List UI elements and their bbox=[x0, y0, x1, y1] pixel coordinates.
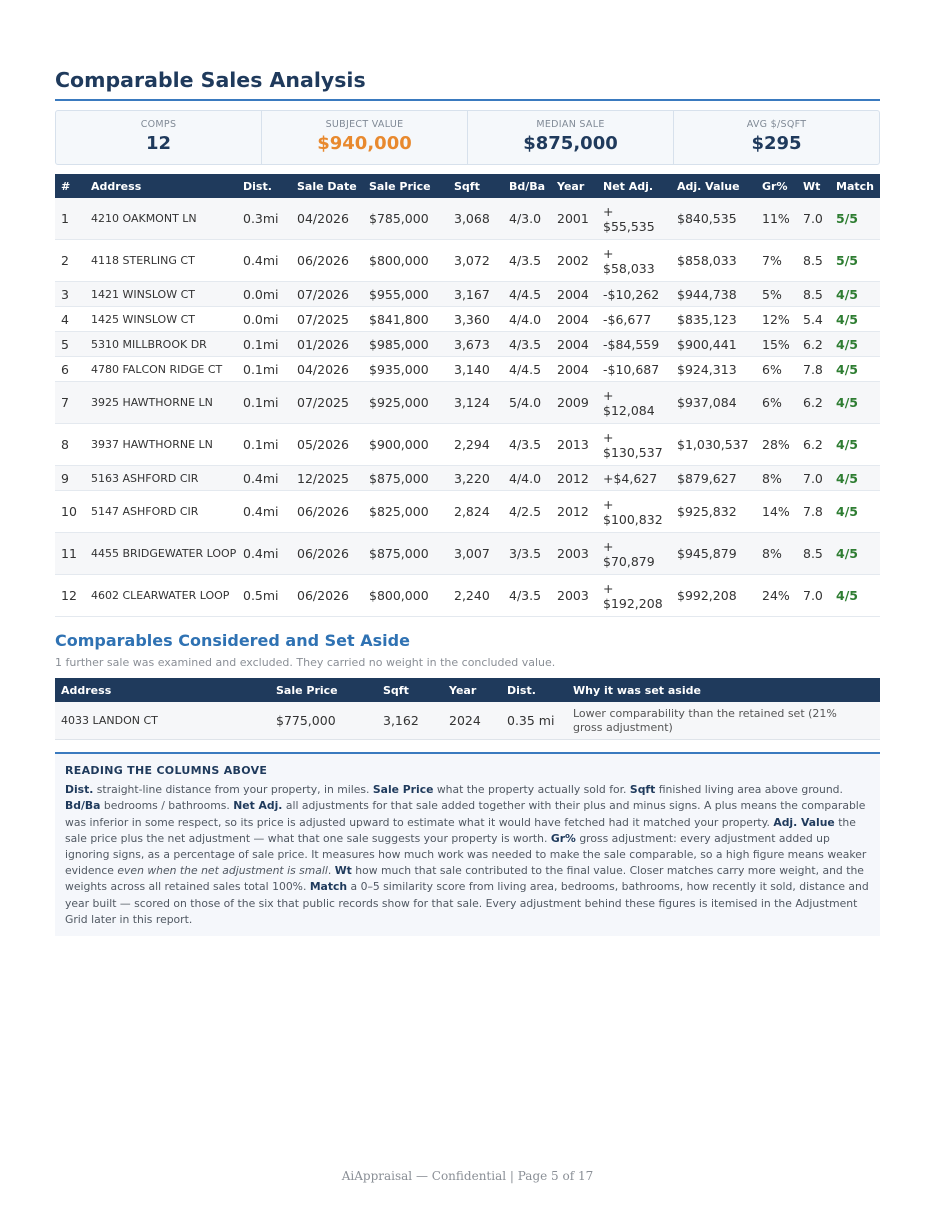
col-header-sqft: Sqft bbox=[377, 678, 443, 702]
cell-gross-pct: 15% bbox=[756, 332, 797, 357]
cell-net-adj bbox=[597, 332, 671, 357]
cell-number: 6 bbox=[55, 357, 85, 382]
cell-adj-value: $858,033 bbox=[671, 240, 756, 282]
cell-address: 4033 LANDON CT bbox=[55, 702, 270, 740]
col-header-sale-price: Sale Price bbox=[270, 678, 377, 702]
cell-dist: 0.1mi bbox=[237, 382, 291, 424]
cell-weight: 8.5 bbox=[797, 533, 830, 575]
cell-net-adj bbox=[597, 198, 671, 240]
cell-year: 2001 bbox=[551, 198, 597, 240]
cell-match: 4/5 bbox=[830, 466, 880, 491]
cell-sqft: 2,294 bbox=[448, 424, 503, 466]
stat-label: MEDIAN SALE bbox=[536, 119, 605, 130]
legend-description: gross adjustment: every adjustment added up ignoring signs, as a percentage of sale price. It measures how much work was needed to make the sale comparable, so a high figure means weaker evidence bbox=[65, 831, 867, 878]
cell-gross-pct: 24% bbox=[756, 575, 797, 617]
col-header-number: # bbox=[55, 174, 85, 198]
stat-subject-value bbox=[262, 111, 468, 164]
cell-gross-pct: 12% bbox=[756, 307, 797, 332]
cell-bdba: 4/2.5 bbox=[503, 491, 551, 533]
col-header-gross-pct: Gr% bbox=[756, 174, 797, 198]
cell-sale-date: 12/2025 bbox=[291, 466, 363, 491]
legend-description: straight-line distance from your property, in miles. bbox=[93, 783, 373, 797]
cell-sale-price: $875,000 bbox=[363, 466, 448, 491]
table-row bbox=[55, 424, 880, 466]
cell-sqft: 3,167 bbox=[448, 282, 503, 307]
cell-match: 4/5 bbox=[830, 491, 880, 533]
cell-sale-price: $825,000 bbox=[363, 491, 448, 533]
cell-number: 9 bbox=[55, 466, 85, 491]
cell-number: 2 bbox=[55, 240, 85, 282]
cell-match: 4/5 bbox=[830, 533, 880, 575]
stat-median-sale bbox=[468, 111, 674, 164]
cell-sale-price: $800,000 bbox=[363, 575, 448, 617]
cell-weight: 8.5 bbox=[797, 282, 830, 307]
cell-net-adj bbox=[597, 575, 671, 617]
stat-label: AVG $/SQFT bbox=[746, 119, 807, 130]
legend-description: all adjustments for that sale added together with their plus and minus signs. A plus means the comparable was inferior in some respect, so its price is adjusted upward to estimate what it would have fetched had it matched your property. bbox=[65, 799, 866, 829]
cell-net-adj bbox=[597, 424, 671, 466]
cell-sale-date: 07/2025 bbox=[291, 307, 363, 332]
table-row bbox=[55, 533, 880, 575]
page-title: Comparable Sales Analysis bbox=[55, 66, 880, 101]
cell-bdba: 4/3.5 bbox=[503, 332, 551, 357]
col-header-reason: Why it was set aside bbox=[567, 678, 880, 702]
net-adj-sign: + bbox=[603, 203, 614, 219]
cell-weight: 8.5 bbox=[797, 240, 830, 282]
cell-number: 3 bbox=[55, 282, 85, 307]
set-aside-title: Comparables Considered and Set Aside bbox=[55, 631, 410, 650]
net-adj-sign: + bbox=[603, 429, 614, 445]
col-header-net-adj: Net Adj. bbox=[597, 174, 671, 198]
cell-gross-pct: 14% bbox=[756, 491, 797, 533]
set-aside-header-row bbox=[55, 678, 880, 702]
cell-number: 12 bbox=[55, 575, 85, 617]
cell-gross-pct: 8% bbox=[756, 466, 797, 491]
cell-match: 4/5 bbox=[830, 307, 880, 332]
table-row bbox=[55, 466, 880, 491]
cell-sale-price: $955,000 bbox=[363, 282, 448, 307]
cell-adj-value: $879,627 bbox=[671, 466, 756, 491]
cell-sale-date: 07/2026 bbox=[291, 282, 363, 307]
cell-adj-value: $945,879 bbox=[671, 533, 756, 575]
cell-match: 5/5 bbox=[830, 198, 880, 240]
cell-address: 4455 BRIDGEWATER LOOP bbox=[85, 533, 237, 575]
legend-description: bedrooms / bathrooms. bbox=[100, 799, 234, 813]
cell-sale-price: $985,000 bbox=[363, 332, 448, 357]
net-adj-amount: $12,084 bbox=[603, 402, 655, 418]
col-header-dist: Dist. bbox=[237, 174, 291, 198]
cell-year: 2024 bbox=[443, 702, 501, 740]
cell-adj-value: $944,738 bbox=[671, 282, 756, 307]
cell-match: 5/5 bbox=[830, 240, 880, 282]
legend-term: Sale Price bbox=[372, 783, 434, 797]
table-row bbox=[55, 307, 880, 332]
stat-value: $940,000 bbox=[317, 133, 412, 154]
legend-description: the sale price plus the net adjustment — what that one sale suggests your property is worth. bbox=[65, 815, 856, 845]
set-aside-table bbox=[55, 678, 880, 740]
cell-net-adj bbox=[597, 491, 671, 533]
comps-table bbox=[55, 174, 880, 617]
cell-address: 5310 MILLBROOK DR bbox=[85, 332, 237, 357]
cell-address: 4118 STERLING CT bbox=[85, 240, 237, 282]
cell-number: 1 bbox=[55, 198, 85, 240]
cell-year: 2004 bbox=[551, 282, 597, 307]
cell-net-adj bbox=[597, 307, 671, 332]
cell-address: 1425 WINSLOW CT bbox=[85, 307, 237, 332]
legend-description: a 0–5 similarity score from living area, bedrooms, bathrooms, how recently it sold, distance and year built — scored on those of the six that public records show for that sale. Every adjustment behind these figures is itemised in the Adjustment Grid later in this report. bbox=[65, 880, 869, 926]
comps-header-row bbox=[55, 174, 880, 198]
cell-reason: Lower comparability than the retained set (21% gross adjustment) bbox=[567, 702, 880, 740]
cell-adj-value: $924,313 bbox=[671, 357, 756, 382]
cell-address: 4602 CLEARWATER LOOP bbox=[85, 575, 237, 617]
cell-number: 7 bbox=[55, 382, 85, 424]
stat-avg-per-sqft bbox=[674, 111, 879, 164]
table-row bbox=[55, 575, 880, 617]
legend-description: what the property actually sold for. bbox=[433, 783, 630, 797]
cell-adj-value: $1,030,537 bbox=[671, 424, 756, 466]
table-row bbox=[55, 491, 880, 533]
cell-sqft: 3,162 bbox=[377, 702, 443, 740]
legend-term: Net Adj. bbox=[233, 799, 283, 813]
cell-sqft: 3,360 bbox=[448, 307, 503, 332]
report-page bbox=[55, 66, 880, 936]
cell-weight: 7.8 bbox=[797, 357, 830, 382]
legend-description: . bbox=[327, 864, 335, 878]
cell-adj-value: $840,535 bbox=[671, 198, 756, 240]
cell-match: 4/5 bbox=[830, 424, 880, 466]
legend-term: Sqft bbox=[629, 783, 656, 797]
cell-sale-date: 04/2026 bbox=[291, 357, 363, 382]
summary-stats bbox=[55, 110, 880, 165]
legend-term: Match bbox=[309, 880, 348, 894]
col-header-adj-value: Adj. Value bbox=[671, 174, 756, 198]
cell-weight: 6.2 bbox=[797, 332, 830, 357]
cell-address: 5147 ASHFORD CIR bbox=[85, 491, 237, 533]
cell-sale-price: $785,000 bbox=[363, 198, 448, 240]
cell-match: 4/5 bbox=[830, 382, 880, 424]
cell-sale-price: $875,000 bbox=[363, 533, 448, 575]
cell-weight: 6.2 bbox=[797, 424, 830, 466]
cell-year: 2009 bbox=[551, 382, 597, 424]
col-header-bdba: Bd/Ba bbox=[503, 174, 551, 198]
cell-dist: 0.35 mi bbox=[501, 702, 567, 740]
col-header-address: Address bbox=[55, 678, 270, 702]
table-row bbox=[55, 702, 880, 740]
cell-net-adj bbox=[597, 382, 671, 424]
cell-sale-date: 01/2026 bbox=[291, 332, 363, 357]
cell-match: 4/5 bbox=[830, 575, 880, 617]
cell-net-adj bbox=[597, 533, 671, 575]
cell-number: 10 bbox=[55, 491, 85, 533]
table-row bbox=[55, 282, 880, 307]
cell-weight: 7.0 bbox=[797, 466, 830, 491]
net-adj-sign: + bbox=[603, 538, 614, 554]
cell-bdba: 5/4.0 bbox=[503, 382, 551, 424]
legend-term: Adj. Value bbox=[773, 815, 835, 829]
net-adj-sign: + bbox=[603, 245, 614, 261]
cell-sqft: 3,140 bbox=[448, 357, 503, 382]
col-header-sale-date: Sale Date bbox=[291, 174, 363, 198]
cell-year: 2002 bbox=[551, 240, 597, 282]
cell-year: 2003 bbox=[551, 575, 597, 617]
cell-net-adj bbox=[597, 240, 671, 282]
stat-label: SUBJECT VALUE bbox=[325, 119, 404, 130]
col-header-address: Address bbox=[85, 174, 237, 198]
cell-address: 4210 OAKMONT LN bbox=[85, 198, 237, 240]
cell-sqft: 2,240 bbox=[448, 575, 503, 617]
cell-dist: 0.3mi bbox=[237, 198, 291, 240]
cell-dist: 0.0mi bbox=[237, 307, 291, 332]
cell-year: 2004 bbox=[551, 357, 597, 382]
cell-match: 4/5 bbox=[830, 357, 880, 382]
cell-dist: 0.1mi bbox=[237, 357, 291, 382]
net-adj-sign: + bbox=[603, 580, 614, 596]
net-adj-amount: -$84,559 bbox=[603, 336, 660, 352]
cell-year: 2004 bbox=[551, 332, 597, 357]
cell-gross-pct: 6% bbox=[756, 357, 797, 382]
cell-adj-value: $835,123 bbox=[671, 307, 756, 332]
table-row bbox=[55, 240, 880, 282]
cell-sale-price: $925,000 bbox=[363, 382, 448, 424]
cell-sale-price: $841,800 bbox=[363, 307, 448, 332]
legend-description: finished living area above ground. bbox=[655, 783, 843, 797]
table-row bbox=[55, 198, 880, 240]
cell-bdba: 4/3.5 bbox=[503, 575, 551, 617]
cell-weight: 7.8 bbox=[797, 491, 830, 533]
cell-bdba: 4/3.5 bbox=[503, 424, 551, 466]
legend-term: Gr% bbox=[550, 831, 576, 845]
cell-sqft: 3,072 bbox=[448, 240, 503, 282]
cell-sqft: 3,124 bbox=[448, 382, 503, 424]
cell-year: 2004 bbox=[551, 307, 597, 332]
cell-dist: 0.4mi bbox=[237, 240, 291, 282]
cell-sqft: 2,824 bbox=[448, 491, 503, 533]
cell-bdba: 4/4.0 bbox=[503, 307, 551, 332]
net-adj-amount: $70,879 bbox=[603, 553, 655, 569]
cell-dist: 0.4mi bbox=[237, 466, 291, 491]
cell-bdba: 3/3.5 bbox=[503, 533, 551, 575]
net-adj-amount: $58,033 bbox=[603, 260, 655, 276]
cell-year: 2012 bbox=[551, 491, 597, 533]
net-adj-amount: $55,535 bbox=[603, 218, 655, 234]
cell-gross-pct: 11% bbox=[756, 198, 797, 240]
col-header-sqft: Sqft bbox=[448, 174, 503, 198]
cell-weight: 7.0 bbox=[797, 198, 830, 240]
cell-sqft: 3,068 bbox=[448, 198, 503, 240]
cell-adj-value: $900,441 bbox=[671, 332, 756, 357]
legend-term: Dist. bbox=[65, 783, 94, 797]
cell-weight: 5.4 bbox=[797, 307, 830, 332]
cell-sale-price: $775,000 bbox=[270, 702, 377, 740]
cell-year: 2012 bbox=[551, 466, 597, 491]
cell-year: 2003 bbox=[551, 533, 597, 575]
cell-sale-price: $900,000 bbox=[363, 424, 448, 466]
cell-gross-pct: 6% bbox=[756, 382, 797, 424]
cell-net-adj bbox=[597, 466, 671, 491]
cell-dist: 0.1mi bbox=[237, 332, 291, 357]
cell-address: 3937 HAWTHORNE LN bbox=[85, 424, 237, 466]
cell-sale-price: $935,000 bbox=[363, 357, 448, 382]
cell-address: 4780 FALCON RIDGE CT bbox=[85, 357, 237, 382]
stat-value: $875,000 bbox=[523, 133, 618, 154]
net-adj-amount: $130,537 bbox=[603, 444, 663, 460]
cell-dist: 0.1mi bbox=[237, 424, 291, 466]
cell-sale-date: 06/2026 bbox=[291, 575, 363, 617]
cell-sale-date: 06/2026 bbox=[291, 491, 363, 533]
cell-sqft: 3,007 bbox=[448, 533, 503, 575]
cell-dist: 0.4mi bbox=[237, 491, 291, 533]
cell-gross-pct: 8% bbox=[756, 533, 797, 575]
net-adj-amount: $100,832 bbox=[603, 511, 663, 527]
net-adj-amount: -$6,677 bbox=[603, 311, 652, 327]
col-header-match: Match bbox=[830, 174, 880, 198]
legend-term: Wt bbox=[334, 864, 352, 878]
col-header-weight: Wt bbox=[797, 174, 830, 198]
stat-value: 12 bbox=[145, 133, 172, 154]
net-adj-sign: + bbox=[603, 387, 614, 403]
cell-weight: 6.2 bbox=[797, 382, 830, 424]
cell-adj-value: $992,208 bbox=[671, 575, 756, 617]
cell-adj-value: $925,832 bbox=[671, 491, 756, 533]
cell-bdba: 4/4.0 bbox=[503, 466, 551, 491]
cell-dist: 0.4mi bbox=[237, 533, 291, 575]
cell-sale-price: $800,000 bbox=[363, 240, 448, 282]
cell-net-adj bbox=[597, 357, 671, 382]
legend-description: even when the net adjustment is small bbox=[117, 864, 328, 878]
legend-description: how much that sale contributed to the final value. Closer matches carry more weight, and the weights across all retained sales total 100%. bbox=[65, 864, 864, 894]
col-header-sale-price: Sale Price bbox=[363, 174, 448, 198]
cell-address: 1421 WINSLOW CT bbox=[85, 282, 237, 307]
cell-number: 5 bbox=[55, 332, 85, 357]
cell-bdba: 4/4.5 bbox=[503, 357, 551, 382]
legend-term: Bd/Ba bbox=[65, 799, 101, 813]
cell-sale-date: 06/2026 bbox=[291, 533, 363, 575]
cell-dist: 0.5mi bbox=[237, 575, 291, 617]
cell-sqft: 3,220 bbox=[448, 466, 503, 491]
cell-number: 4 bbox=[55, 307, 85, 332]
table-row bbox=[55, 332, 880, 357]
net-adj-amount: $192,208 bbox=[603, 595, 663, 611]
cell-weight: 7.0 bbox=[797, 575, 830, 617]
table-row bbox=[55, 382, 880, 424]
cell-dist: 0.0mi bbox=[237, 282, 291, 307]
net-adj-amount: -$10,687 bbox=[603, 361, 660, 377]
col-header-year: Year bbox=[443, 678, 501, 702]
cell-sale-date: 04/2026 bbox=[291, 198, 363, 240]
cell-gross-pct: 5% bbox=[756, 282, 797, 307]
cell-bdba: 4/3.0 bbox=[503, 198, 551, 240]
legend-text bbox=[65, 782, 870, 928]
net-adj-amount: +$4,627 bbox=[603, 470, 658, 486]
stat-label: COMPS bbox=[140, 119, 177, 130]
comps-body bbox=[55, 198, 880, 617]
cell-gross-pct: 7% bbox=[756, 240, 797, 282]
cell-number: 8 bbox=[55, 424, 85, 466]
cell-number: 11 bbox=[55, 533, 85, 575]
cell-bdba: 4/3.5 bbox=[503, 240, 551, 282]
cell-year: 2013 bbox=[551, 424, 597, 466]
cell-match: 4/5 bbox=[830, 332, 880, 357]
net-adj-sign: + bbox=[603, 496, 614, 512]
cell-address: 3925 HAWTHORNE LN bbox=[85, 382, 237, 424]
cell-match: 4/5 bbox=[830, 282, 880, 307]
cell-bdba: 4/4.5 bbox=[503, 282, 551, 307]
cell-gross-pct: 28% bbox=[756, 424, 797, 466]
stat-value: $295 bbox=[751, 133, 802, 154]
set-aside-note: 1 further sale was examined and excluded. They carried no weight in the concluded value. bbox=[55, 656, 556, 669]
legend-heading: READING THE COLUMNS ABOVE bbox=[65, 764, 268, 777]
cell-adj-value: $937,084 bbox=[671, 382, 756, 424]
cell-sale-date: 05/2026 bbox=[291, 424, 363, 466]
table-row bbox=[55, 357, 880, 382]
column-legend bbox=[55, 752, 880, 936]
page-footer: AiAppraisal — Confidential | Page 5 of 17 bbox=[341, 1169, 594, 1183]
cell-net-adj bbox=[597, 282, 671, 307]
cell-sqft: 3,673 bbox=[448, 332, 503, 357]
cell-sale-date: 06/2026 bbox=[291, 240, 363, 282]
col-header-dist: Dist. bbox=[501, 678, 567, 702]
stat-comps bbox=[56, 111, 262, 164]
net-adj-amount: -$10,262 bbox=[603, 286, 660, 302]
cell-sale-date: 07/2025 bbox=[291, 382, 363, 424]
cell-address: 5163 ASHFORD CIR bbox=[85, 466, 237, 491]
col-header-year: Year bbox=[551, 174, 597, 198]
